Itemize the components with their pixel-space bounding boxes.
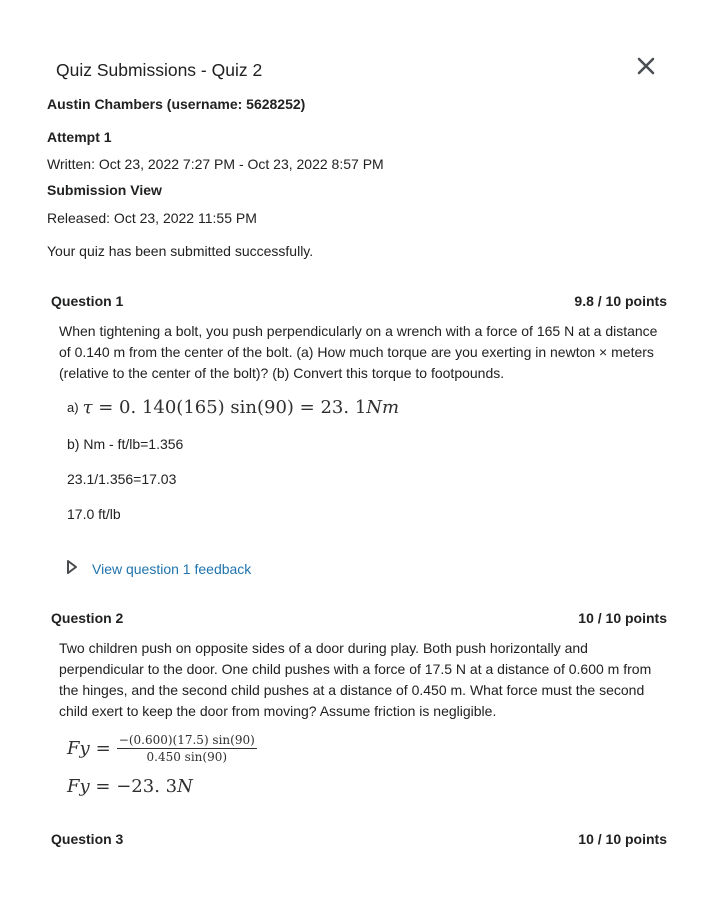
submission-status: Your quiz has been submitted successfully. [47,243,314,259]
triangle-right-icon [66,559,78,578]
math-lhs: Fy [67,776,90,797]
answer-line: 17.0 ft/lb [67,506,121,522]
question-1-score: 9.8 / 10 points [574,293,667,309]
question-1-text: When tightening a bolt, you push perpendicularly on a wrench with a force of 165 N at a distance of 0.140 m from the center of the bolt. (a) How much torque are you exerting in newton × meters (relative to the center of the bolt)? (b) Convert this torque to footpounds. [59,323,658,381]
written-time: Written: Oct 23, 2022 7:27 PM - Oct 23, 2022 8:57 PM [47,156,384,172]
attempt-label: Attempt 1 [47,129,112,145]
math-unit: N [177,776,193,797]
fraction-denominator: 0.450 sin(90) [146,750,228,764]
question-2-score: 10 / 10 points [578,610,667,626]
question-2-label: Question 2 [51,610,124,626]
question-3-label: Question 3 [51,831,124,847]
answer-line: 23.1/1.356=17.03 [67,471,177,487]
question-1-label: Question 1 [51,293,124,309]
question-2-text: Two children push on opposite sides of a door during play. Both push horizontally and perpendicular to the door. One child pushes with a force of 17.5 N at a distance of 0.600 m from the hinges, and the second child pushes at a distance of 0.450 m. What force must the second child exert to keep the door from moving? Assume friction is negligible. [59,640,652,719]
answer-a-equation [83,397,400,418]
released-time: Released: Oct 23, 2022 11:55 PM [47,210,257,226]
close-icon[interactable] [633,53,659,79]
submission-view-label: Submission View [47,182,162,198]
view-feedback-label[interactable]: View question 1 feedback [92,560,252,577]
student-name: Austin Chambers (username: 5628252) [47,96,306,112]
answer-a-prefix: a) [67,400,79,415]
answer-a-lhs: τ = [82,397,120,418]
equals-sign: = [95,738,111,759]
math-result: = −23. 3 [95,776,178,797]
answer-a-unit: Nm [366,397,400,418]
question-2-answer-line-2 [67,776,193,797]
question-2-answer-line-1 [67,733,257,764]
fraction [117,733,257,764]
fraction-numerator: −(0.600)(17.5) sin(90) [118,733,255,747]
question-1-answer-a [67,397,399,418]
question-1-header [51,293,667,309]
math-lhs: Fy [67,738,90,759]
view-feedback-link[interactable] [66,559,251,578]
answer-a-expression: 0. 140(165) sin(90) = 23. 1 [119,397,367,418]
answer-line: b) Nm - ft/lb=1.356 [67,436,184,452]
page-title: Quiz Submissions - Quiz 2 [56,60,263,80]
question-3-header [51,831,667,847]
question-3-score: 10 / 10 points [578,831,667,847]
question-2-header [51,610,667,626]
